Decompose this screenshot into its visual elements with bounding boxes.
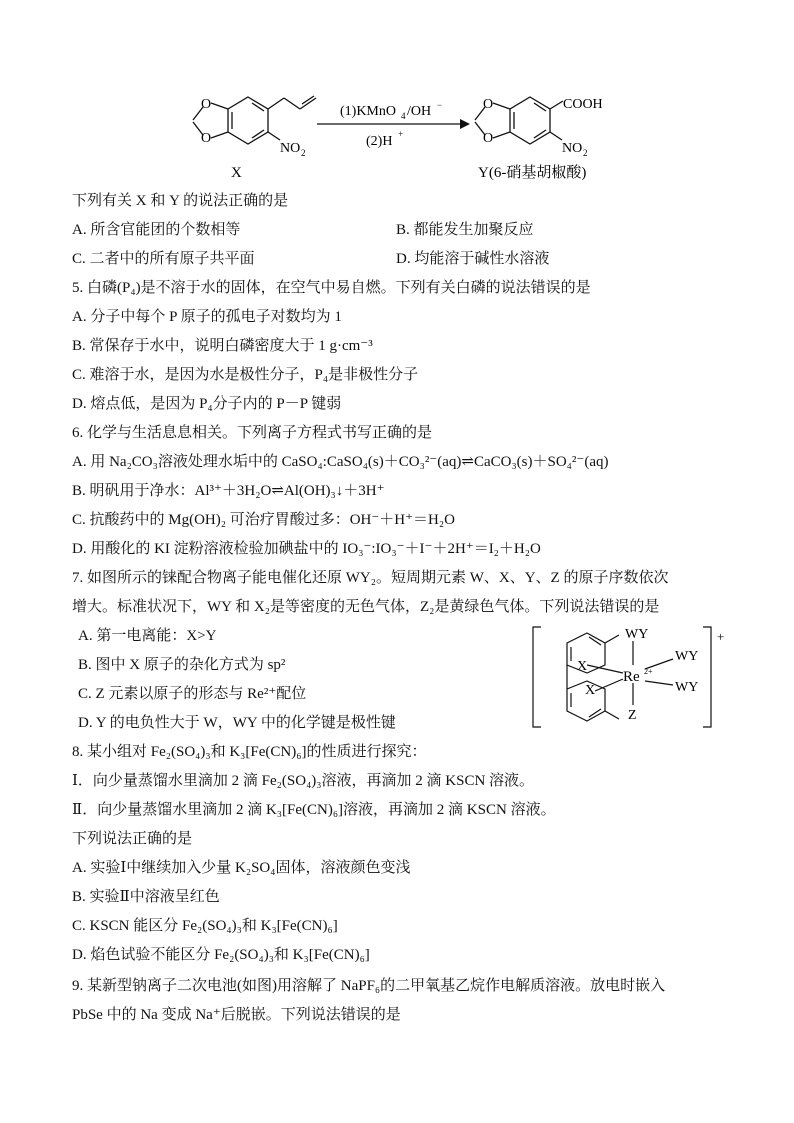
svg-text:−: − [437,100,443,110]
q8-option-c: C. KSCN 能区分 Fe₂(SO₄)₃和 K₃[Fe(CN)₆] [72,918,338,934]
q7-option-b: B. 图中 X 原子的杂化方式为 sp² [78,657,286,673]
q8-ask: 下列说法正确的是 [72,831,193,847]
svg-text:O: O [483,97,494,112]
rhenium-complex-diagram [527,623,757,733]
q4-option-a: A. 所含官能团的个数相等 [72,222,241,238]
label-x: X [231,165,242,181]
svg-text:2+: 2+ [644,667,653,676]
q7-option-a: A. 第一电离能：X>Y [78,628,217,644]
q6-option-b: B. 明矾用于净水：Al³⁺＋3H₂O⇌Al(OH)₃↓＋3H⁺ [72,483,385,499]
svg-text:2: 2 [301,148,306,158]
svg-text:NO: NO [562,141,583,156]
q5-stem: 5. 白磷(P₄)是不溶于水的固体，在空气中易自燃。下列有关白磷的说法错误的是 [72,280,591,296]
re-atom: Re [623,669,640,685]
q4-stem: 下列有关 X 和 Y 的说法正确的是 [72,193,289,209]
q4-option-c: C. 二者中的所有原子共平面 [72,251,255,267]
q4-option-b: B. 都能发生加聚反应 [396,222,534,238]
q9-stem-line1: 9. 某新型钠离子二次电池(如图)用溶解了 NaPF₆的二甲氧基乙烷作电解质溶液。放电时嵌入 [72,978,666,994]
svg-text:X: X [585,683,596,698]
svg-text:+: + [398,129,404,139]
svg-text:WY: WY [675,680,699,695]
q6-stem: 6. 化学与生活息息相关。下列离子方程式书写正确的是 [72,425,433,441]
q6-option-c: C. 抗酸药中的 Mg(OH)₂ 可治疗胃酸过多：OH⁻＋H⁺＝H₂O [72,512,455,528]
q7-stem-line1: 7. 如图所示的铼配合物离子能电催化还原 WY₂。短周期元素 W、X、Y、Z 的原子序数依次 [72,570,669,586]
q7-stem-line2: 增大。标准状况下，WY 和 X₂是等密度的无色气体，Z₂是黄绿色气体。下列说法错误的是 [72,599,660,615]
svg-text:O: O [201,131,212,146]
svg-text:WY: WY [675,649,699,664]
reaction-scheme [0,0,794,190]
svg-text:WY: WY [625,627,649,642]
q7-option-c: C. Z 元素以原子的形态与 Re²⁺配位 [78,686,307,702]
no2-label-x: NO [280,141,301,156]
q5-option-c: C. 难溶于水，是因为水是极性分子，P₄是非极性分子 [72,367,419,383]
q8-option-b: B. 实验Ⅱ中溶液呈红色 [72,889,220,905]
q8-option-a: A. 实验Ⅰ中继续加入少量 K₂SO₄固体，溶液颜色变浅 [72,860,411,876]
q4-option-d: D. 均能溶于碱性水溶液 [396,251,550,267]
q8-stem: 8. 某小组对 Fe₂(SO₄)₃和 K₃[Fe(CN)₆]的性质进行探究： [72,744,427,760]
q7-option-d: D. Y 的电负性大于 W，WY 中的化学键是极性键 [78,715,396,731]
q8-experiment-2: Ⅱ．向少量蒸馏水里滴加 2 滴 K₃[Fe(CN)₆]溶液，再滴加 2 滴 KSCN 溶液。 [72,802,556,818]
molecule-x [193,96,316,144]
q5-option-a: A. 分子中每个 P 原子的孤电子对数均为 1 [72,309,342,325]
q6-option-d: D. 用酸化的 KI 淀粉溶液检验加碘盐中的 IO₃⁻:IO₃⁻＋I⁻＋2H⁺＝I₂＋H₂O [72,541,541,557]
cooh-label: COOH [563,97,603,112]
svg-text:O: O [201,97,212,112]
q9-stem-line2: PbSe 中的 Na 变成 Na⁺后脱嵌。下列说法错误的是 [72,1007,401,1023]
svg-text:X: X [577,659,588,674]
svg-text:(1)KMnO: (1)KMnO [340,104,396,119]
q8-option-d: D. 焰色试验不能区分 Fe₂(SO₄)₃和 K₃[Fe(CN)₆] [72,947,370,963]
svg-text:/OH: /OH [407,104,432,119]
svg-text:(2)H: (2)H [366,134,393,149]
q5-option-b: B. 常保存于水中，说明白磷密度大于 1 g·cm⁻³ [72,338,373,354]
q8-experiment-1: Ⅰ．向少量蒸馏水里滴加 2 滴 Fe₂(SO₄)₃溶液，再滴加 2 滴 KSCN 溶液。 [72,773,535,789]
label-y: Y(6-硝基胡椒酸) [478,165,587,181]
svg-text:4: 4 [401,111,406,121]
q6-option-a: A. 用 Na₂CO₃溶液处理水垢中的 CaSO₄:CaSO₄(s)＋CO₃²⁻(aq)⇌CaCO₃(s)＋SO₄²⁻(aq) [72,454,609,470]
svg-text:+: + [717,629,725,644]
svg-text:O: O [483,131,494,146]
q5-option-d: D. 熔点低，是因为 P₄分子内的 P－P 键弱 [72,396,342,412]
svg-text:2: 2 [583,148,588,158]
svg-text:Z: Z [628,708,637,723]
